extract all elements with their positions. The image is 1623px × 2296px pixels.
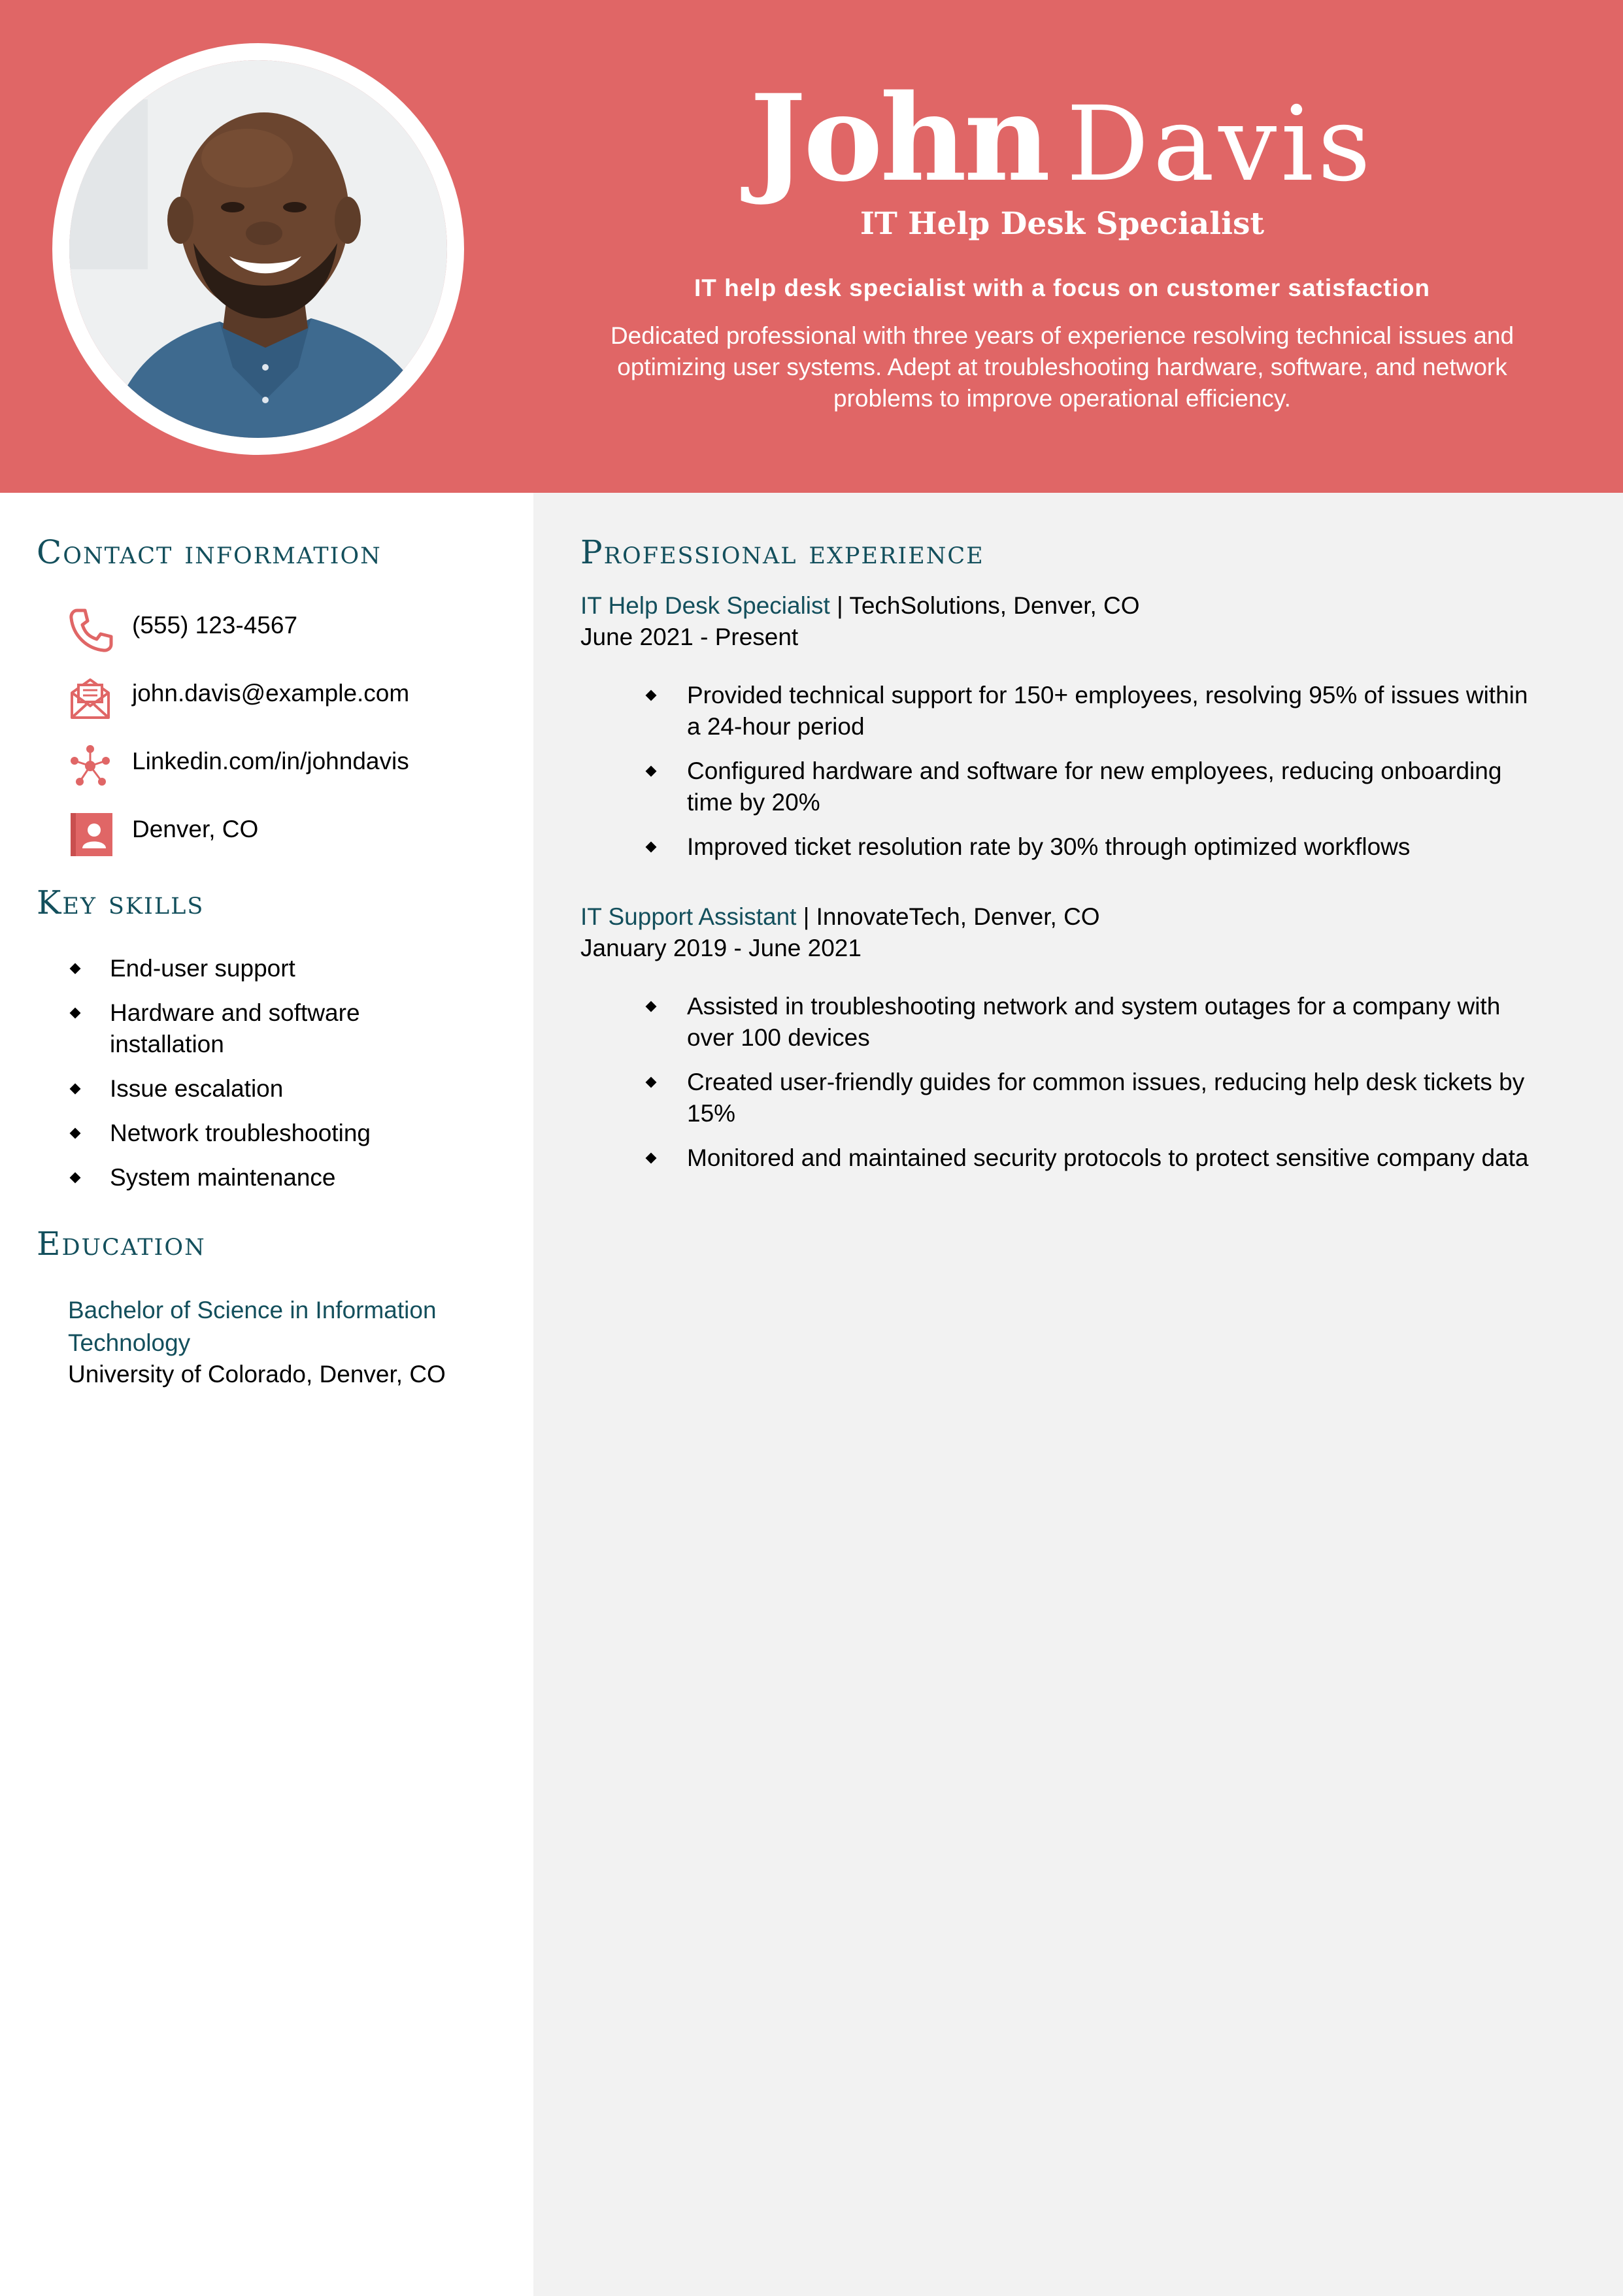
profile-photo (69, 60, 447, 438)
first-name: John (750, 68, 1048, 208)
skill-item: Hardware and software installation (110, 997, 476, 1060)
job-role: IT Support Assistant (580, 903, 797, 930)
professional-summary: Dedicated professional with three years of experience resolving technical issues and optimizing user systems. Adept at troubleshooting hardware, software, and network problems to improve operational efficiency. (610, 322, 1514, 412)
email-address[interactable]: john.davis@example.com (132, 680, 410, 707)
tagline: IT help desk specialist with a focus on customer satisfaction (694, 275, 1431, 301)
header-banner (0, 0, 1623, 493)
contact-email (65, 672, 410, 724)
linkedin-url[interactable]: Linkedin.com/in/johndavis (132, 748, 409, 774)
contact-card-icon (65, 809, 115, 859)
job-heading (580, 592, 1140, 620)
job-bullet: Provided technical support for 150+ employees, resolving 95% of issues within a 24-hour period (687, 680, 1537, 742)
job-bullets (687, 680, 1537, 863)
job-bullet: Improved ticket resolution rate by 30% through optimized workflows (687, 831, 1537, 863)
job-company: TechSolutions, Denver, CO (849, 592, 1140, 619)
education-section-title: Education (37, 1225, 206, 1263)
bullet-icon (70, 963, 81, 974)
contact-linkedin (65, 740, 409, 792)
network-icon (65, 741, 115, 791)
location: Denver, CO (132, 816, 259, 842)
profile-photo-frame (52, 43, 464, 455)
job-dates: January 2019 - June 2021 (580, 935, 862, 961)
profile-photo-image (69, 60, 447, 438)
skill-item: End-user support (110, 953, 476, 984)
bullet-icon (70, 1128, 81, 1139)
email-icon (65, 673, 115, 723)
bullet-icon (70, 1084, 81, 1095)
job-company: InnovateTech, Denver, CO (816, 903, 1100, 930)
job-dates: June 2021 - Present (580, 624, 799, 650)
skills-list (110, 953, 476, 1193)
job-bullet: Created user-friendly guides for common issues, reducing help desk tickets by 15% (687, 1067, 1537, 1129)
job-role: IT Help Desk Specialist (580, 592, 830, 619)
phone-icon (65, 605, 115, 655)
contact-phone (65, 604, 298, 656)
phone-number[interactable]: (555) 123-4567 (132, 612, 298, 639)
education-degree: Bachelor of Science in Information Technology (68, 1297, 437, 1356)
education-school: University of Colorado, Denver, CO (68, 1361, 446, 1388)
job-bullets (687, 991, 1537, 1174)
bullet-icon (70, 1008, 81, 1019)
skills-section-title: Key skills (37, 884, 205, 922)
bullet-icon (70, 1173, 81, 1184)
job-separator: | (796, 903, 816, 930)
skill-item: Network troubleshooting (110, 1118, 476, 1149)
experience-section-title: Professional experience (580, 533, 984, 571)
job-bullet: Monitored and maintained security protocols to protect sensitive company data (687, 1142, 1537, 1174)
last-name: Davis (1066, 84, 1375, 205)
job-bullet: Configured hardware and software for new employees, reducing onboarding time by 20% (687, 756, 1537, 818)
candidate-name (588, 68, 1536, 208)
job-title: IT Help Desk Specialist (860, 206, 1265, 242)
contact-section-title: Contact information (37, 533, 382, 571)
job-bullet: Assisted in troubleshooting network and system outages for a company with over 100 devices (687, 991, 1537, 1054)
contact-location (65, 808, 259, 860)
skill-item: System maintenance (110, 1162, 476, 1193)
header-text (588, 68, 1536, 412)
job-heading (580, 903, 1100, 931)
skill-item: Issue escalation (110, 1073, 476, 1105)
job-separator: | (829, 592, 850, 619)
